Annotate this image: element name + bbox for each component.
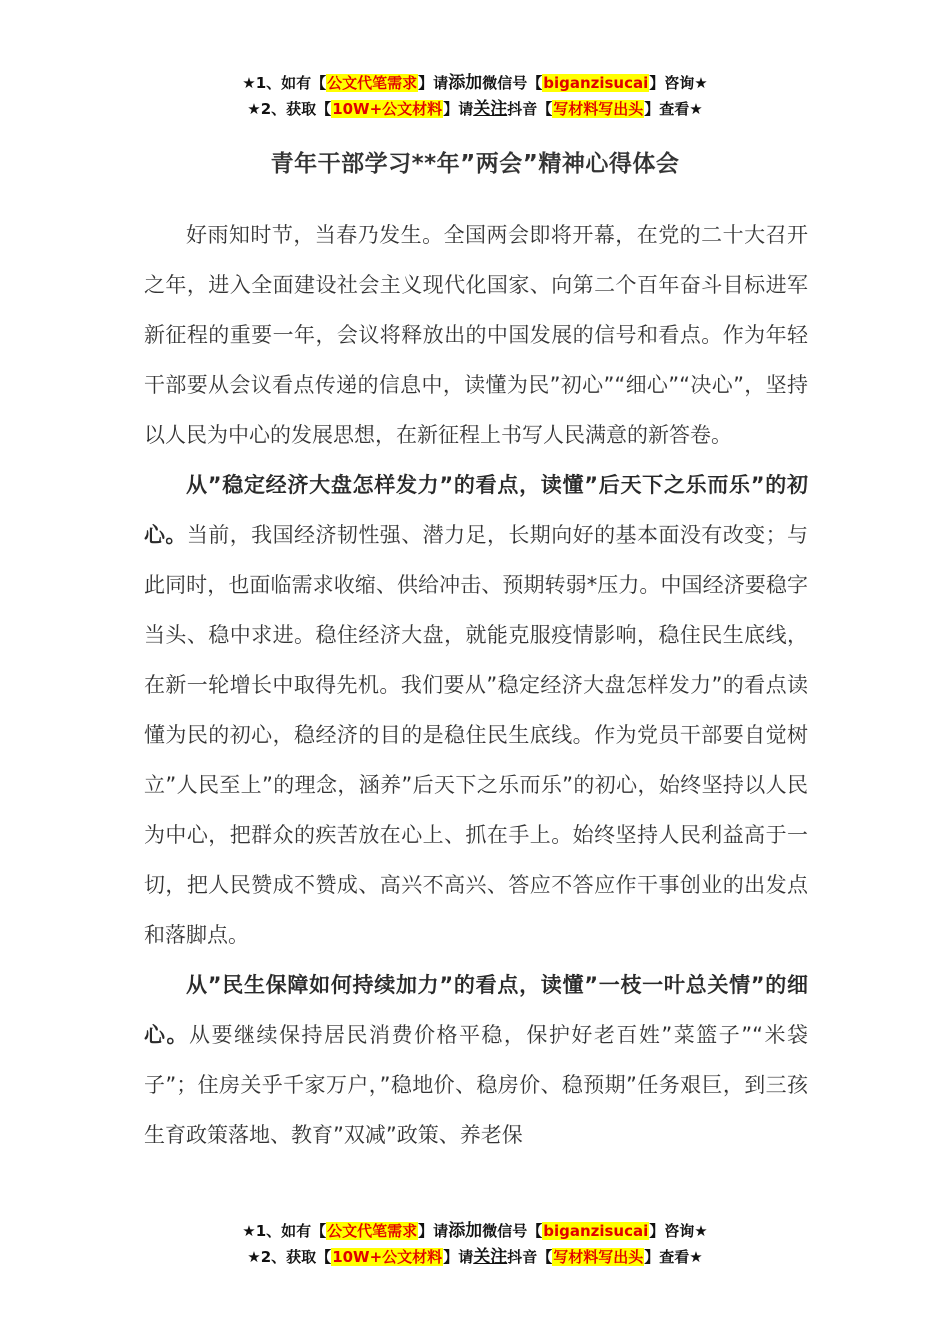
banner-text: 】请: [418, 74, 449, 92]
banner-wechat-id: biganzisucai: [543, 1222, 649, 1240]
paragraph-3-text: 从要继续保持居民消费价格平稳，保护好老百姓”菜篮子”“米袋子”；住房关乎千家万户，”稳地价、稳房价、稳预期”任务艰巨，到三孩生育政策落地、教育”双减”政策、养老保: [144, 1023, 809, 1147]
paragraph-1: 好雨知时节，当春乃发生。全国两会即将开幕，在党的二十大召开之年，进入全面建设社会主义现代化国家、向第二个百年奋斗目标进军新征程的重要一年，会议将释放出的中国发展的信号和看点。作为年轻干部要从会议看点传递的信息中，读懂为民”初心”“细心”“决心”，坚持以人民为中心的发展思想，在新征程上书写人民满意的新答卷。: [144, 223, 808, 447]
paragraph-2-heading: 从”稳定经济大盘怎样发力”的看点，读懂”后天下之乐而乐”的初心。: [144, 473, 808, 547]
banner-text: ★2、获取【: [247, 100, 332, 118]
banner-text: 】请: [443, 100, 474, 118]
banner-highlight: 10W+公文材料: [332, 100, 443, 118]
banner-text: ★2、获取【: [247, 1248, 332, 1266]
header-banner: [0, 70, 950, 122]
banner-text: 】查看★: [644, 1248, 703, 1266]
paragraph-3: [144, 960, 808, 1160]
banner-text: 】咨询★: [649, 74, 708, 92]
banner-text: 】咨询★: [649, 1222, 708, 1240]
banner-highlight: 10W+公文材料: [332, 1248, 443, 1266]
banner-emphasis: 关注: [473, 99, 508, 119]
banner-emphasis: 添加: [448, 73, 483, 93]
banner-text: 微信号【: [482, 74, 543, 92]
banner-highlight: 公文代笔需求: [327, 74, 418, 92]
banner-emphasis: 关注: [473, 1247, 508, 1267]
footer-banner-line-1: [0, 1218, 950, 1244]
paragraph-3-heading: 从”民生保障如何持续加力”的看点，读懂”一枝一叶总关情”的细心。: [144, 973, 808, 1047]
banner-text: 】请: [443, 1248, 474, 1266]
paragraph-2-text: 当前，我国经济韧性强、潜力足，长期向好的基本面没有改变；与此同时，也面临需求收缩、供给冲击、预期转弱*压力。中国经济要稳字当头、稳中求进。稳住经济大盘，就能克服疫情影响，稳住民生底线，在新一轮增长中取得先机。我们要从”稳定经济大盘怎样发力”的看点读懂为民的初心，稳经济的目的是稳住民生底线。作为党员干部要自觉树立”人民至上”的理念，涵养”后天下之乐而乐”的初心，始终坚持以人民为中心，把群众的疾苦放在心上、抓在手上。始终坚持人民利益高于一切，把人民赞成不赞成、高兴不高兴、答应不答应作干事创业的出发点和落脚点。: [144, 523, 809, 947]
banner-text: 微信号【: [482, 1222, 543, 1240]
banner-text: 抖音【: [507, 100, 553, 118]
document-title: 青年干部学习**年”两会”精神心得体会: [270, 151, 680, 177]
banner-text: 抖音【: [507, 1248, 553, 1266]
paragraph-2: [144, 460, 808, 960]
header-banner-line-2: [0, 96, 950, 122]
banner-text: 】查看★: [644, 100, 703, 118]
header-banner-line-1: [0, 70, 950, 96]
banner-douyin-id: 写材料写出头: [553, 100, 644, 118]
banner-emphasis: 添加: [448, 1221, 483, 1241]
banner-douyin-id: 写材料写出头: [553, 1248, 644, 1266]
banner-text: 】请: [418, 1222, 449, 1240]
banner-text: ★1、如有【: [242, 74, 327, 92]
banner-text: ★1、如有【: [242, 1222, 327, 1240]
banner-wechat-id: biganzisucai: [543, 74, 649, 92]
footer-banner-line-2: [0, 1244, 950, 1270]
document-body: [144, 210, 808, 1160]
banner-highlight: 公文代笔需求: [327, 1222, 418, 1240]
footer-banner: [0, 1218, 950, 1270]
